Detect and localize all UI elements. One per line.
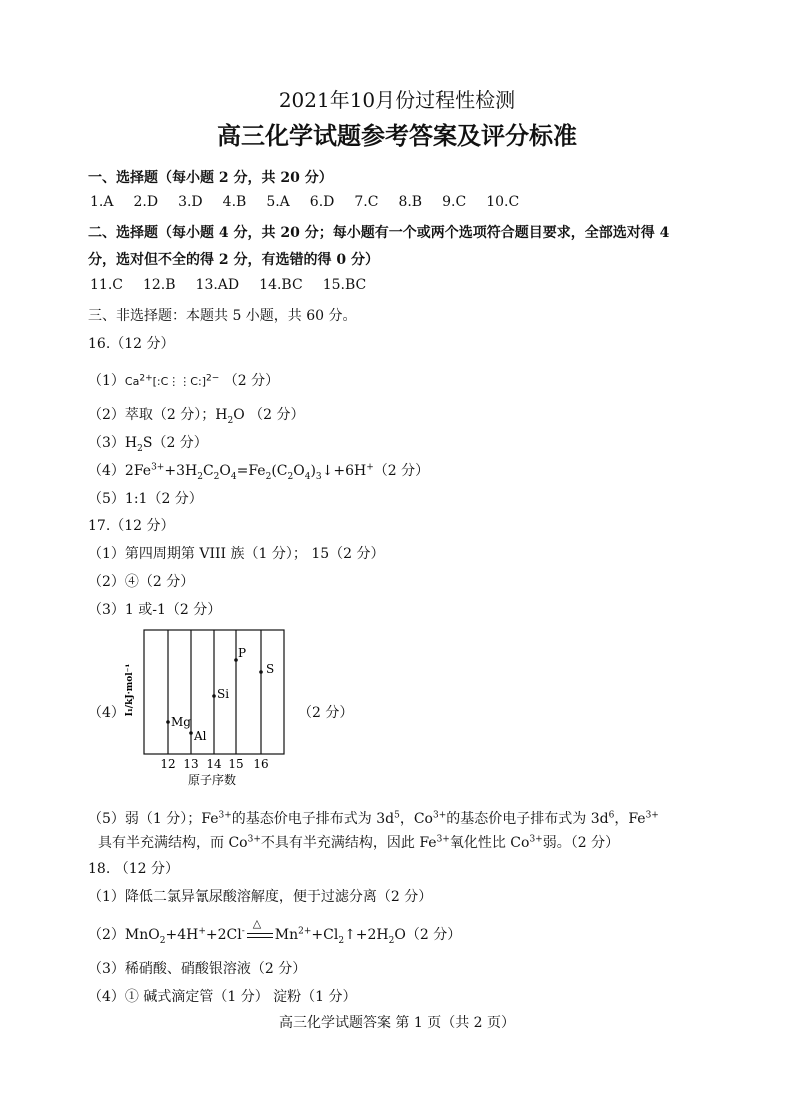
- heat-symbol: △: [252, 917, 262, 930]
- charge: 2−: [205, 373, 220, 384]
- text: 具有半充满结构，而 Co: [98, 835, 248, 851]
- q16-part5: （5）1:1（2 分）: [88, 491, 203, 507]
- superscript: +: [366, 462, 374, 473]
- answer-item: 12.B: [142, 277, 176, 293]
- q18-part3: （3）稀硝酸、硝酸银溶液（2 分）: [88, 961, 307, 977]
- q18-part4: （4）① 碱式滴定管（1 分） 淀粉（1 分）: [88, 989, 357, 1005]
- answer-item: 6.D: [309, 194, 335, 210]
- answer-item: 5.A: [266, 194, 290, 210]
- ionization-energy-chart: [118, 622, 298, 790]
- q17-title: 17.（12 分）: [88, 518, 175, 534]
- text: （5）弱（1 分）；Fe: [88, 811, 219, 827]
- data-point: [189, 731, 193, 735]
- charge: 2+: [139, 373, 153, 384]
- subscript: 2: [338, 935, 345, 946]
- q18-part1: （1）降低二氯异氰尿酸溶解度，便于过滤分离（2 分）: [88, 889, 433, 905]
- point-label: P: [238, 646, 247, 660]
- text: ，Co: [399, 811, 433, 827]
- answer-item: 14.BC: [259, 277, 303, 293]
- q17-part5-line2: [98, 832, 619, 852]
- formula-text: Ca: [124, 375, 140, 388]
- answer-item: 4.B: [222, 194, 247, 210]
- page-title: 高三化学试题参考答案及评分标准: [217, 122, 577, 150]
- subscript: 2: [137, 443, 143, 454]
- text: S（2 分）: [142, 435, 208, 451]
- subscript: 2: [287, 471, 294, 482]
- subscript: 4: [230, 471, 237, 482]
- q16-part2: [88, 404, 305, 424]
- text: +3H: [164, 463, 198, 479]
- subscript: 2: [197, 471, 203, 482]
- answer-item: 10.C: [486, 194, 520, 210]
- text: ，Fe: [614, 811, 646, 827]
- text: 的基态价电子排布式为 3d: [446, 811, 609, 827]
- point-label: S: [266, 662, 275, 676]
- data-point: [259, 670, 263, 674]
- text: O （2 分）: [233, 407, 305, 423]
- formula-bracket: [:C⋮⋮C:]: [152, 375, 206, 388]
- answer-item: 15.BC: [322, 277, 367, 293]
- q16-part4-equation: [88, 460, 429, 480]
- answer-item: 7.C: [354, 194, 379, 210]
- subscript: 2: [388, 935, 395, 946]
- text: Mn: [274, 927, 299, 943]
- answer-item: 8.B: [398, 194, 423, 210]
- x-tick-label: 14: [206, 757, 222, 771]
- answer-item: 9.C: [442, 194, 467, 210]
- q16-title: 16.（12 分）: [88, 336, 175, 352]
- superscript: -: [241, 926, 245, 937]
- text: =Fe: [236, 463, 266, 479]
- subscript: 4: [304, 471, 311, 482]
- text: O: [219, 463, 231, 479]
- superscript: 5: [394, 810, 400, 821]
- text: 的基态价电子排布式为 3d: [231, 811, 395, 827]
- text: 氧化性比 Co: [449, 835, 530, 851]
- score: （2 分）: [223, 373, 280, 389]
- answer-item: 2.D: [133, 194, 159, 210]
- text: （2）萃取（2 分）；H: [88, 407, 228, 423]
- superscript: 3+: [151, 462, 165, 473]
- q18-part2-equation: [88, 917, 462, 946]
- text: 不具有半充满结构，因此 Fe: [260, 835, 437, 851]
- answer-item: 1.A: [90, 194, 114, 210]
- x-axis-label: 原子序数: [187, 773, 237, 787]
- text: ): [310, 463, 316, 479]
- superscript: 3+: [645, 810, 659, 821]
- text: C: [202, 463, 214, 479]
- text: O（2 分）: [394, 927, 462, 943]
- equals-line: [247, 933, 273, 934]
- y-axis-label: I₁/kJ·mol⁻¹: [125, 663, 135, 717]
- text: ↑+2H: [344, 927, 389, 943]
- point-label: Mg: [171, 715, 191, 729]
- x-tick-label: 13: [183, 757, 199, 771]
- section3-heading: 三、非选择题：本题共 5 小题，共 60 分。: [88, 308, 357, 324]
- x-tick-label: 12: [160, 757, 176, 771]
- text: （3）H: [88, 435, 138, 451]
- superscript: 3+: [436, 834, 450, 845]
- section2-heading-line2: 分，选对但不全的得 2 分，有选错的得 0 分）: [88, 252, 379, 268]
- superscript: 3+: [432, 810, 447, 821]
- section1-heading: 一、选择题（每小题 2 分，共 20 分）: [88, 170, 333, 186]
- q17-part4-number: （4）: [88, 705, 125, 721]
- heat-equals-sign: [245, 917, 275, 942]
- text: +4H: [165, 927, 199, 943]
- q16-part3: [88, 432, 208, 452]
- superscript: +: [198, 926, 206, 937]
- data-point: [166, 720, 170, 724]
- text: （2 分）: [373, 463, 430, 479]
- text: O: [293, 463, 305, 479]
- exam-title: 2021年10月份过程性检测: [278, 88, 516, 112]
- q17-part3: （3）1 或-1（2 分）: [88, 602, 222, 618]
- superscript: 3+: [218, 810, 232, 821]
- superscript: 6: [608, 810, 615, 821]
- section2-heading-line1: 二、选择题（每小题 4 分，共 20 分；每小题有一个或两个选项符合题目要求，全部选对得 4: [88, 225, 670, 241]
- chart-layer: [125, 630, 284, 787]
- subscript: 3: [315, 471, 322, 482]
- data-point: [212, 694, 216, 698]
- answer-item: 3.D: [178, 194, 203, 210]
- text: ↓+6H: [321, 463, 367, 479]
- q17-part4-score: （2 分）: [298, 705, 354, 721]
- answer-item: 13.AD: [195, 277, 240, 293]
- q17-part1: （1）第四周期第 VIII 族（1 分）； 15（2 分）: [88, 546, 385, 562]
- subscript: 2: [159, 935, 166, 946]
- equals-line: [247, 937, 273, 938]
- answer-item: 11.C: [90, 277, 123, 293]
- x-tick-label: 15: [228, 757, 244, 771]
- q17-part5-line1: [88, 808, 659, 828]
- superscript: 3+: [529, 834, 543, 845]
- q17-part2: （2）④（2 分）: [88, 574, 195, 590]
- x-tick-label: 16: [253, 757, 269, 771]
- subscript: 2: [265, 471, 272, 482]
- text: （2）MnO: [88, 927, 160, 943]
- superscript: 2+: [298, 926, 312, 937]
- section2-answers: [90, 277, 386, 293]
- text: +2Cl: [205, 927, 242, 943]
- electron-formula: [125, 375, 219, 388]
- part-number: （1）: [88, 373, 125, 389]
- point-label: Al: [194, 729, 207, 743]
- point-label: Si: [217, 687, 230, 701]
- subscript: 2: [227, 415, 234, 426]
- subscript: 2: [213, 471, 220, 482]
- text: （4）2Fe: [88, 463, 152, 479]
- text: (C: [271, 463, 288, 479]
- q16-part1: [88, 370, 279, 390]
- section1-answers: [90, 194, 539, 210]
- text: +Cl: [311, 927, 339, 943]
- page-footer: 高三化学试题答案 第 1 页（共 2 页）: [278, 1015, 516, 1031]
- superscript: 3+: [247, 834, 261, 845]
- text: 弱。（2 分）: [542, 835, 620, 851]
- q18-title: 18. （12 分）: [88, 861, 179, 877]
